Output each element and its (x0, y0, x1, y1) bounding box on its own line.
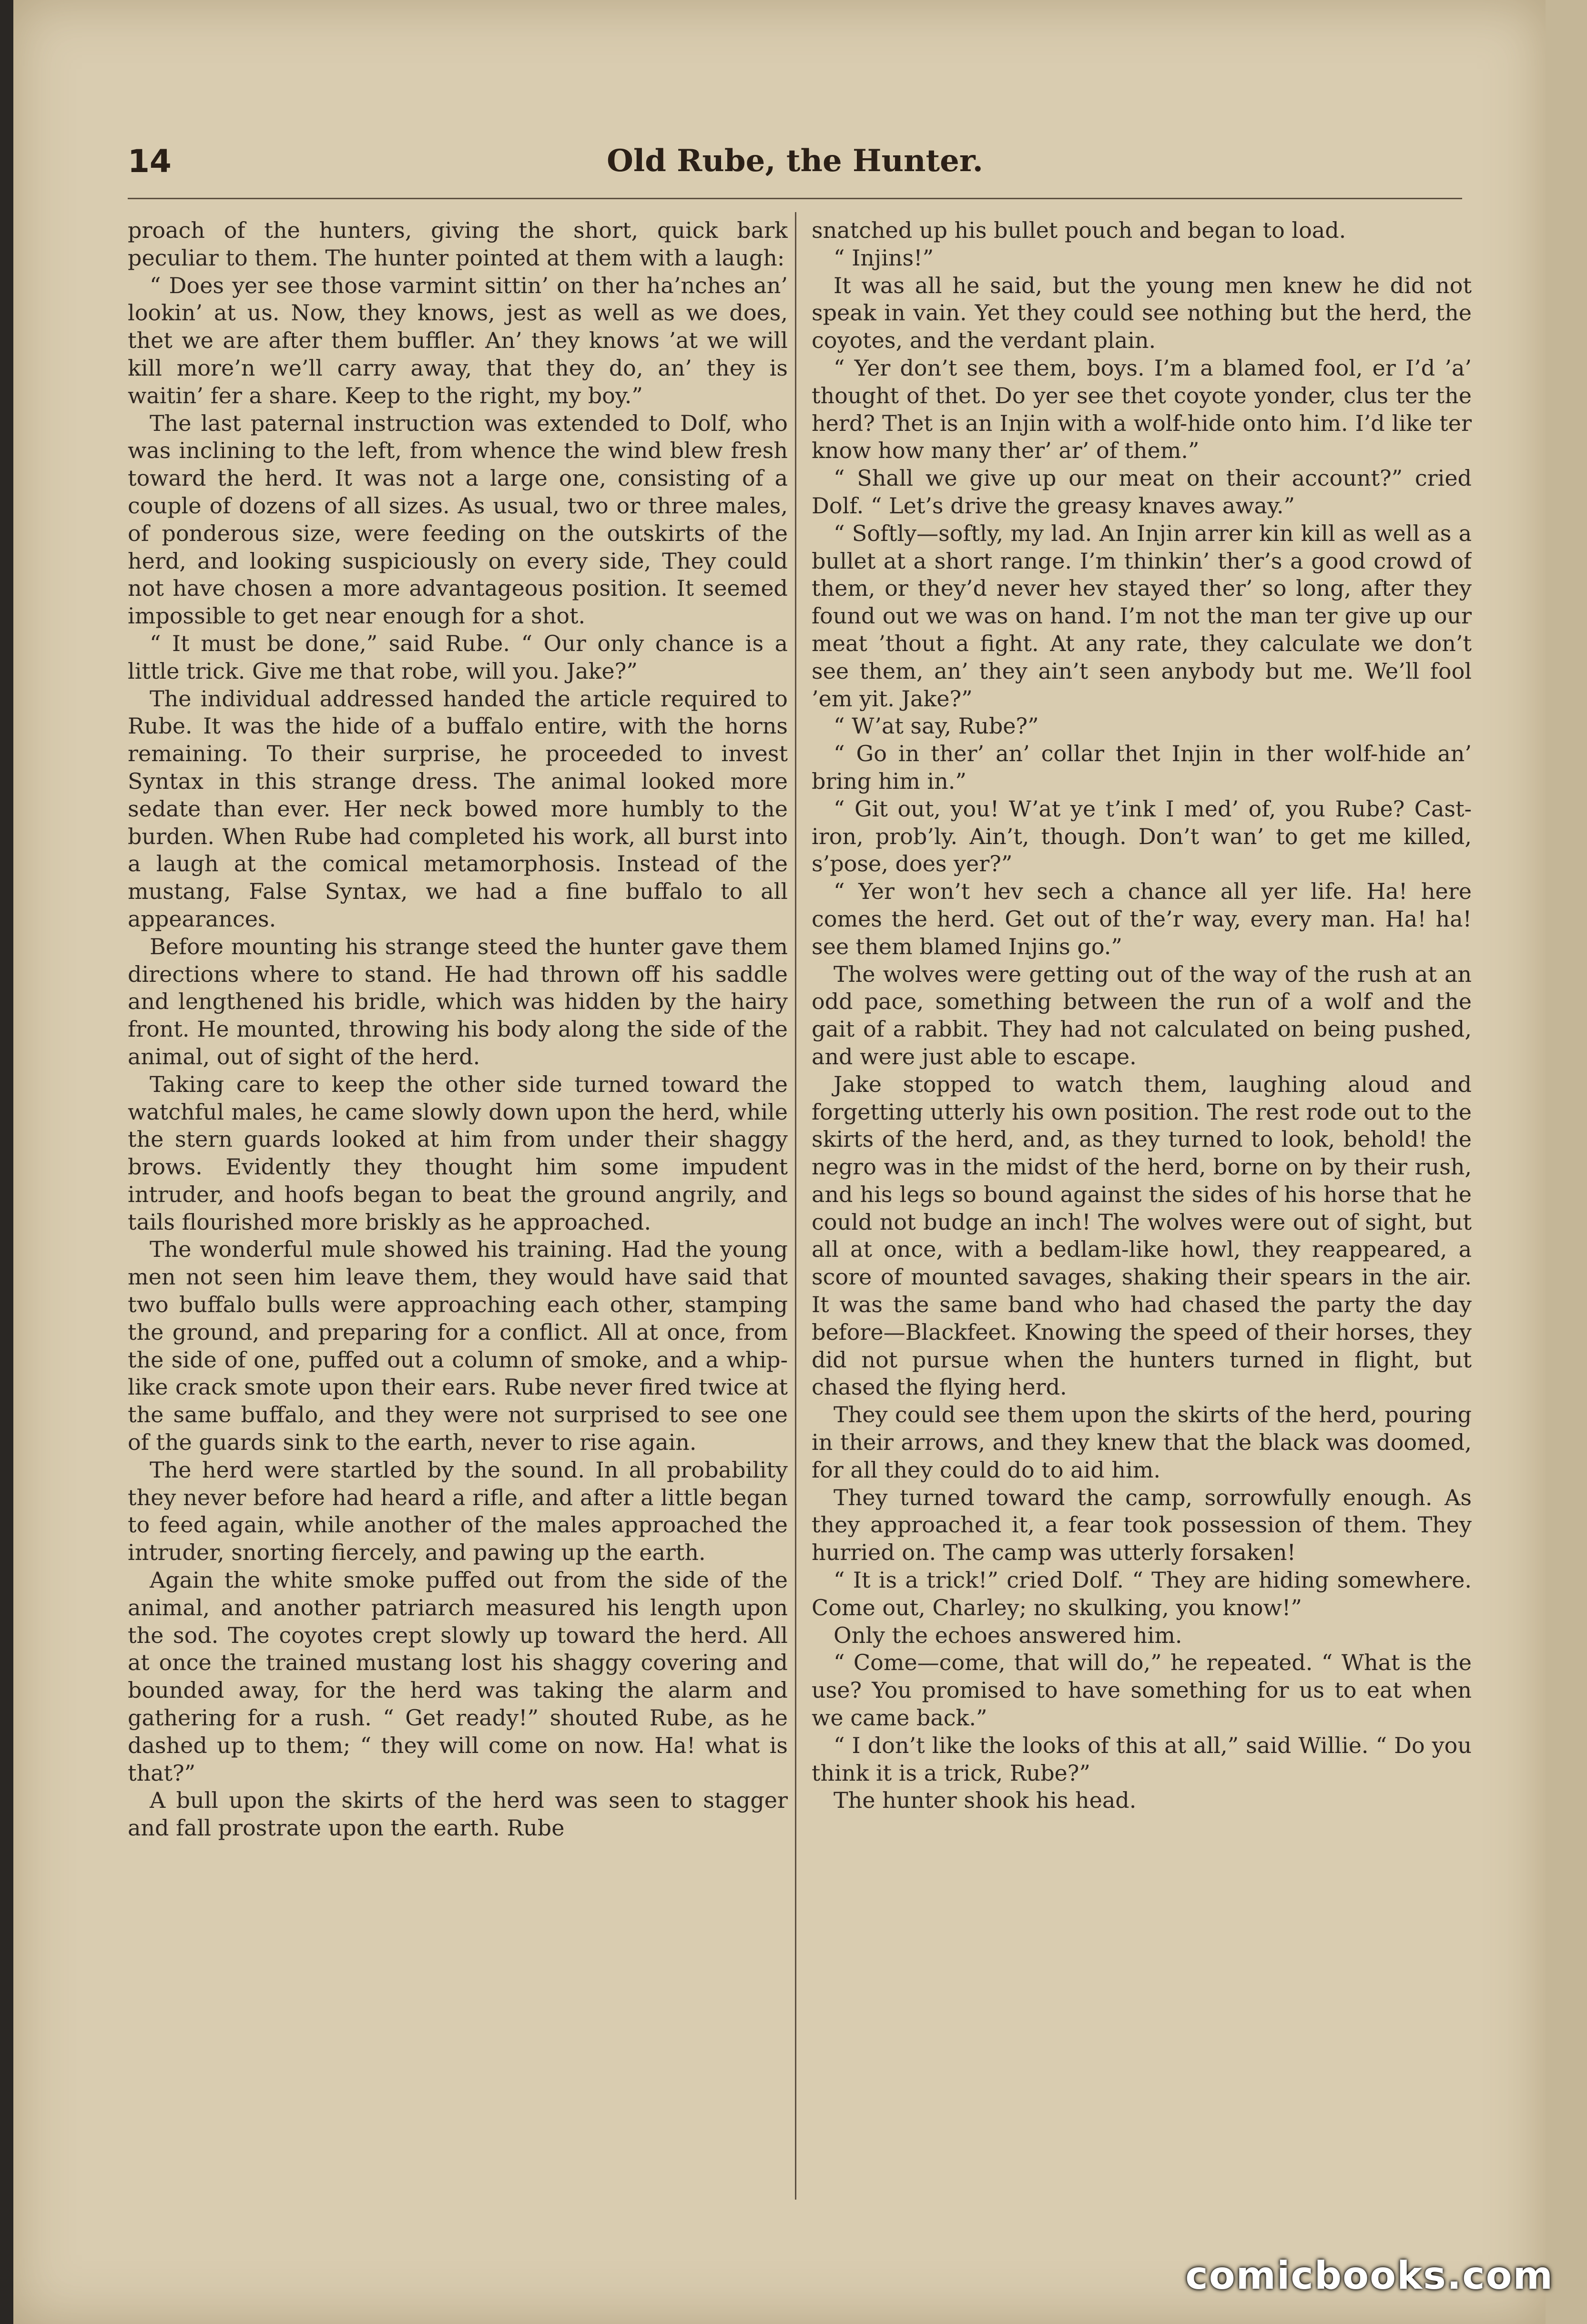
right-column (812, 217, 1472, 2200)
adjacent-page-edge (1546, 0, 1587, 2324)
page-number: 14 (128, 143, 172, 180)
left-column (128, 217, 788, 2200)
paragraph: Before mounting his strange steed the hunter gave them directions where to stand. He had thrown off his saddle and lengthened his bridle, which was hidden by the hairy front. He mounted, throwing his body along the side of the animal, out of sight of the herd. (128, 933, 788, 1070)
paragraph: proach of the hunters, giving the short, quick bark peculiar to them. The hunter pointed at them with a laugh: (128, 217, 788, 271)
paragraph: “ Git out, you! W’at ye t’ink I med’ of, you Rube? Cast-iron, prob’ly. Ain’t, though. Don’t wan’ to get me killed, s’pose, does yer?” (812, 795, 1472, 877)
paragraph: “ Shall we give up our meat on their account?” cried Dolf. “ Let’s drive the greasy knaves away.” (812, 465, 1472, 519)
paragraph: “ It is a trick!” cried Dolf. “ They are hiding somewhere. Come out, Charley; no skulking, you know!” (812, 1567, 1472, 1621)
paragraph: A bull upon the skirts of the herd was seen to stagger and fall prostrate upon the earth. Rube (128, 1787, 788, 1841)
paragraph: snatched up his bullet pouch and began to load. (812, 217, 1346, 243)
paragraph: The wonderful mule showed his training. Had the young men not seen him leave them, they would have said that two buffalo bulls were approaching each other, stamping the ground, and preparing for a conflict. All at once, from the side of one, puffed out a column of smoke, and a whip-like crack smote upon their ears. Rube never fired twice at the same buffalo, and they were not surprised to see one of the guards sink to the earth, never to rise again. (128, 1236, 788, 1456)
paragraph: The hunter shook his head. (834, 1787, 1137, 1814)
paragraph: “ Injins!” (834, 245, 934, 271)
book-page (13, 0, 1546, 2324)
paragraph: “ Does yer see those varmint sittin’ on ther ha’nches an’ lookin’ at us. Now, they knows, jest as well as we does, thet we are after them buffler. An’ they knows ’at we will kill more’n we’ll carry away, that they do, an’ they is waitin’ fer a share. Keep to the right, my boy.” (128, 272, 788, 408)
paragraph: Again the white smoke puffed out from the side of the animal, and another patriarch measured his length upon the sod. The coyotes crept slowly up toward the herd. All at once the trained mustang lost his shaggy covering and bounded away, for the herd was taking the alarm and gathering for a rush. “ Get ready!” shouted Rube, as he dashed up to them; “ they will come on now. Ha! what is that?” (128, 1567, 788, 1786)
page-header (128, 143, 1462, 195)
paragraph: “ W’at say, Rube?” (834, 713, 1039, 739)
paragraph: “ Go in ther’ an’ collar thet Injin in ther wolf-hide an’ bring him in.” (812, 741, 1472, 794)
paragraph: “ Softly—softly, my lad. An Injin arrer kin kill as well as a bullet at a short range. I’m thinkin’ ther’s a good crowd of them, or they’d never hev stayed ther’ so long, after they found out we was on hand. I’m not the man ter give up our meat ’thout a fight. At any rate, they calculate we don’t see them, an’ they ain’t seen anybody but me. We’ll fool ’em yit. Jake?” (812, 520, 1472, 712)
paragraph: “ Yer don’t see them, boys. I’m a blamed fool, er I’d ’a’ thought of thet. Do yer see thet coyote yonder, clus ter the herd? Thet is an Injin with a wolf-hide onto him. I’d like ter know how many ther’ ar’ of them.” (812, 355, 1472, 464)
paragraph: The wolves were getting out of the way of the rush at an odd pace, something between the run of a wolf and the gait of a rabbit. They had not calculated on being pushed, and were just able to escape. (812, 961, 1472, 1070)
paragraph: “ Yer won’t hev sech a chance all yer life. Ha! here comes the herd. Get out of the’r way, every man. Ha! ha! see them blamed Injins go.” (812, 878, 1472, 959)
paragraph: They turned toward the camp, sorrowfully enough. As they approached it, a fear took possession of them. They hurried on. The camp was utterly forsaken! (812, 1484, 1472, 1566)
paragraph: Taking care to keep the other side turned toward the watchful males, he came slowly down upon the herd, while the stern guards looked at him from under their shaggy brows. Evidently they thought him some impudent intruder, and hoofs began to beat the ground angrily, and tails flourished more briskly as he approached. (128, 1071, 788, 1235)
paragraph: They could see them upon the skirts of the herd, pouring in their arrows, and they knew that the black was doomed, for all they could do to aid him. (812, 1402, 1472, 1483)
paragraph: Jake stopped to watch them, laughing aloud and forgetting utterly his own position. The rest rode out to the skirts of the herd, and, as they turned to look, behold! the negro was in the midst of the herd, borne on by their rush, and his legs so bound against the sides of his horse that he could not budge an inch! The wolves were out of sight, but all at once, with a bedlam-like howl, they reappeared, a score of mounted savages, shaking their spears in the air. It was the same band who had chased the party the day before—Blackfeet. Knowing the speed of their horses, they did not pursue when the hunters turned in flight, but chased the flying herd. (812, 1071, 1472, 1400)
paragraph: The herd were startled by the sound. In all probability they never before had heard a rifle, and after a little began to feed again, while another of the males approached the intruder, snorting fiercely, and pawing up the earth. (128, 1457, 788, 1566)
running-title: Old Rube, the Hunter. (607, 143, 983, 179)
paragraph: The last paternal instruction was extended to Dolf, who was inclining to the left, from whence the wind blew fresh toward the herd. It was not a large one, consisting of a couple of dozens of all sizes. As usual, two or three males, of ponderous size, were feeding on the outskirts of the herd, and looking suspiciously on every side, They could not have chosen a more advantageous position. It seemed impossible to get near enough for a shot. (128, 410, 788, 629)
paragraph: It was all he said, but the young men knew he did not speak in vain. Yet they could see nothing but the herd, the coyotes, and the verdant plain. (812, 272, 1472, 354)
paragraph: “ It must be done,” said Rube. “ Our only chance is a little trick. Give me that robe, will you. Jake?” (128, 630, 788, 684)
watermark: comicbooks.com (1185, 2253, 1554, 2298)
column-divider (795, 212, 796, 2200)
paragraph: “ Come—come, that will do,” he repeated. “ What is the use? You promised to have something for us to eat when we came back.” (812, 1650, 1472, 1731)
header-rule (128, 198, 1462, 199)
paragraph: The individual addressed handed the article required to Rube. It was the hide of a buffalo entire, with the horns remaining. To their surprise, he proceeded to invest Syntax in this strange dress. The animal looked more sedate than ever. Her neck bowed more humbly to the burden. When Rube had completed his work, all burst into a laugh at the comical metamorphosis. Instead of the mustang, False Syntax, we had a fine buffalo to all appearances. (128, 685, 788, 932)
paragraph: Only the echoes answered him. (834, 1622, 1182, 1648)
paragraph: “ I don’t like the looks of this at all,” said Willie. “ Do you think it is a trick, Rube?” (812, 1732, 1472, 1786)
